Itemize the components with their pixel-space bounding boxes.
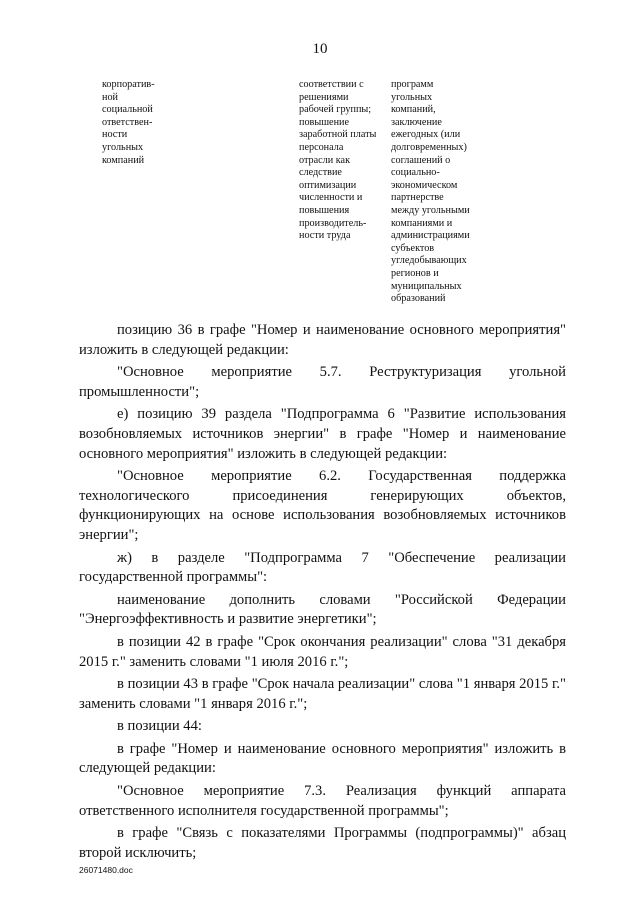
table-cell-line: ежегодных (или — [391, 129, 461, 141]
table-cell-line: программ — [391, 79, 434, 90]
table-cell-line: социальной — [102, 104, 153, 116]
table-cell-line: следствие — [299, 167, 342, 179]
paragraph: в позиции 42 в графе "Срок окончания реализации" слова "31 декабря 2015 г." заменить словами "1 июля 2016 г."; — [79, 633, 566, 670]
paragraph: в графе "Номер и наименование основного мероприятия" изложить в следующей редакции: — [79, 740, 566, 777]
table-cell-line: ответствен- — [102, 116, 153, 128]
paragraph: позицию 36 в графе "Номер и наименование основного мероприятия" изложить в следующей редакции: — [79, 322, 566, 358]
table-cell-line: производитель- — [299, 217, 367, 229]
table-cell-line: повышение — [299, 116, 349, 128]
file-name-footer: 26071480.doc — [79, 865, 133, 875]
table-cell-line: компаний — [102, 154, 145, 166]
table-cell-line: ной — [102, 91, 118, 103]
paragraph: в графе "Связь с показателями Программы (подпрограммы)" абзац второй исключить; — [79, 825, 566, 861]
table-cell-line: угольных — [102, 141, 144, 153]
paragraph: наименование дополнить словами "Российской Федерации "Энергоэффективность и развитие энергетики"; — [79, 591, 566, 628]
table-cell-line: муниципальных — [391, 280, 462, 292]
table-cell-line: корпоратив- — [102, 79, 155, 90]
table-cell-line: между угольными — [391, 204, 470, 216]
table-cell-line: угольных — [391, 91, 433, 103]
table-column-measures — [391, 79, 470, 306]
paragraph: ж) в разделе "Подпрограмма 7 "Обеспечение реализации государственной программы": — [79, 549, 566, 586]
table-cell-line: рабочей группы; — [299, 104, 372, 116]
table-column-expected-results — [299, 79, 376, 243]
table-cell-line: ности — [102, 129, 128, 141]
table-column-activity — [102, 79, 155, 167]
table-cell-line: соответствии с — [299, 79, 364, 90]
table-cell-line: компаний, — [391, 104, 436, 116]
table-cell-line: субъектов — [391, 242, 435, 254]
table-cell-line: долговременных) — [391, 141, 467, 153]
table-cell-line: отрасли как — [299, 154, 351, 166]
table-cell-line: администрациями — [391, 230, 470, 242]
table-cell-line: социально- — [391, 167, 440, 179]
table-cell-line: заключение — [391, 116, 442, 128]
paragraph: "Основное мероприятие 7.3. Реализация функций аппарата ответственного исполнителя государственной программы"; — [79, 783, 566, 819]
paragraph: "Основное мероприятие 5.7. Реструктуризация угольной промышленности"; — [79, 364, 566, 400]
table-cell-line: компаниями и — [391, 217, 453, 229]
table-cell-line: повышения — [299, 204, 350, 216]
table-cell-line: численности и — [299, 192, 363, 204]
table-cell-line: заработной платы — [299, 129, 377, 141]
table-cell-line: регионов и — [391, 267, 439, 279]
paragraph: "Основное мероприятие 6.2. Государственная поддержка технологического присоединения генерирующих объектов, функционирующих на основе использования возобновляемых источников энергии"; — [79, 468, 566, 543]
table-cell-line: угледобывающих — [391, 255, 467, 267]
table-cell-line: оптимизации — [299, 179, 357, 191]
paragraph: е) позицию 39 раздела "Подпрограмма 6 "Развитие использования возобновляемых источников энергии" в графе "Номер и наименование основного мероприятия" изложить в следующей редакции: — [79, 406, 566, 462]
table-cell-line: экономическом — [391, 179, 458, 191]
paragraph: в позиции 43 в графе "Срок начала реализации" слова "1 января 2015 г." заменить словами "1 января 2016 г."; — [79, 676, 566, 712]
table-cell-line: ности труда — [299, 230, 351, 242]
table-cell-line: персонала — [299, 141, 344, 153]
table-cell-line: партнерстве — [391, 192, 444, 204]
table-cell-line: соглашений о — [391, 154, 451, 166]
document-body — [79, 321, 566, 863]
table-cell-line: образований — [391, 293, 446, 305]
paragraph: в позиции 44: — [117, 718, 202, 735]
page-number: 10 — [312, 41, 328, 57]
table-cell-line: решениями — [299, 91, 349, 103]
